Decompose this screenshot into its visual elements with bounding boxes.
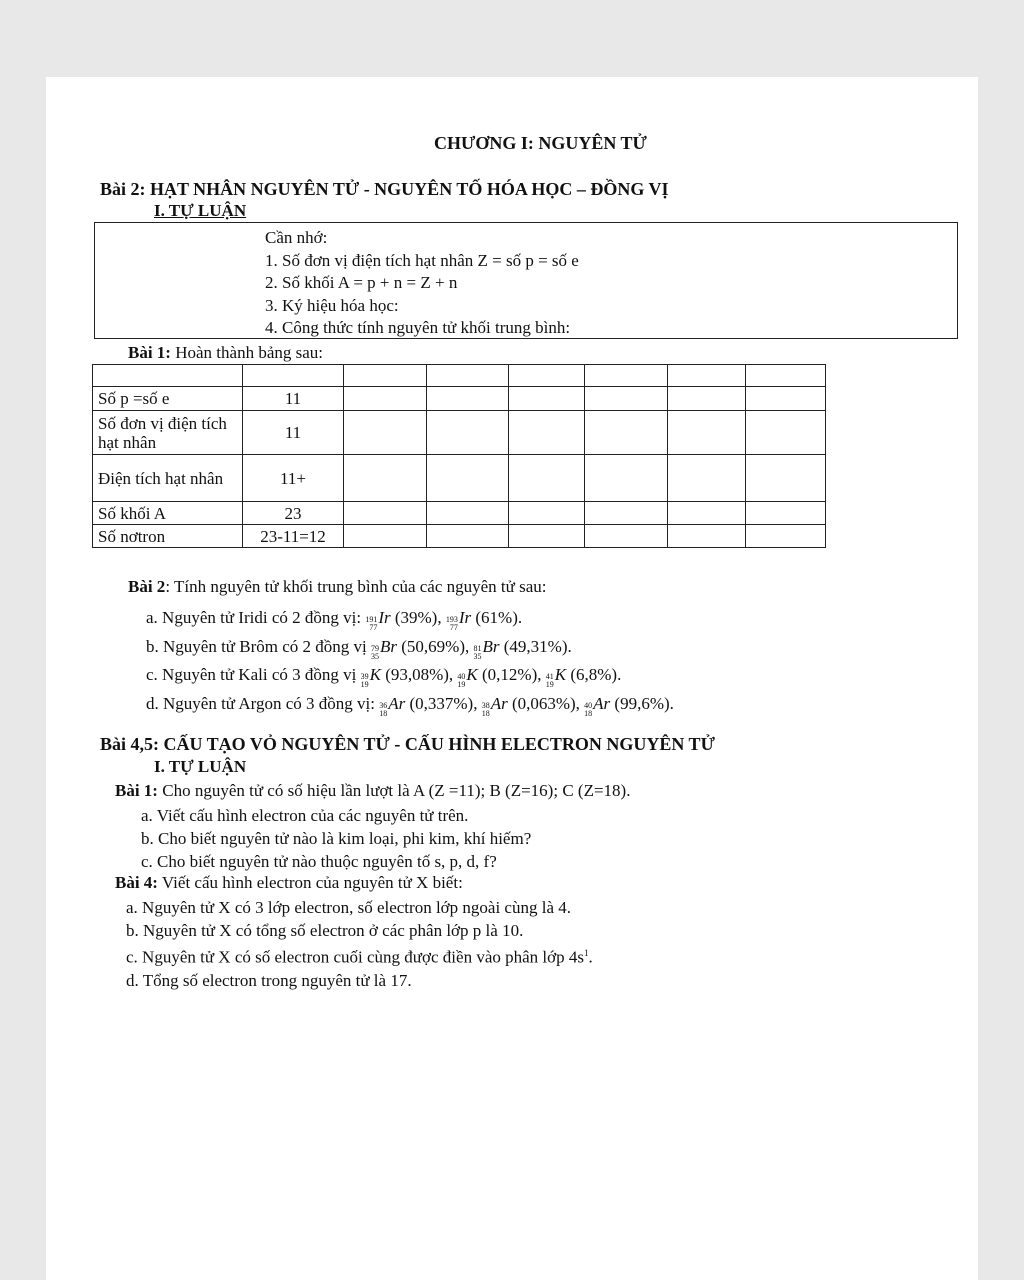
lesson-45-ex1-items: [141, 804, 531, 873]
row-header: Số p =số e: [93, 387, 243, 411]
lesson-45-ex4-items: [126, 896, 593, 992]
list-item: b. Nguyên tử X có tổng số electron ở các phân lớp p là 10.: [126, 921, 524, 940]
isotope-item: a. Nguyên tử Iridi có 2 đồng vị: 191 77 Ir (39%), 193 77 Ir (61%).: [146, 604, 674, 633]
mass-number: 81: [473, 643, 482, 653]
remember-item: 3. Ký hiệu hóa học:: [265, 295, 399, 315]
atomic-number: 77: [449, 623, 458, 632]
atomic-number: 77: [369, 623, 378, 632]
list-item: b. Cho biết nguyên tử nào là kim loại, phi kim, khí hiếm?: [141, 829, 532, 848]
ex-label: Bài 2: [128, 577, 166, 596]
lesson-2-ex1-prompt: [128, 343, 323, 363]
isotope-notation: [474, 633, 500, 662]
lesson-45-ex1-prompt: [115, 781, 630, 801]
isotope-notation: [361, 661, 381, 690]
abundance: (0,12%): [482, 665, 538, 684]
list-item: a. Nguyên tử X có 3 lớp electron, số electron lớp ngoài cùng là 4.: [126, 898, 571, 917]
atomic-number: 19: [545, 680, 554, 689]
remember-box: [94, 222, 958, 339]
list-item: d. Tổng số electron trong nguyên tử là 17.: [126, 970, 412, 990]
table-row: [93, 365, 826, 387]
ex-text: : Tính nguyên tử khối trung bình của các nguyên tử sau:: [165, 577, 547, 596]
mass-number: 193: [445, 615, 458, 624]
lesson-2-title: Bài 2: HẠT NHÂN NGUYÊN TỬ - NGUYÊN TỐ HÓA HỌC – ĐỒNG VỊ: [100, 179, 669, 199]
atomic-number: 18: [481, 708, 490, 718]
ex-text: Hoàn thành bảng sau:: [170, 343, 324, 362]
abundance: (39%): [394, 608, 438, 627]
atomic-number: 35: [473, 651, 482, 661]
table-row: [93, 387, 826, 411]
lesson-45-title: Bài 4,5: CẤU TẠO VỎ NGUYÊN TỬ - CẤU HÌNH ELECTRON NGUYÊN TỬ: [100, 734, 715, 754]
lesson-2-section: I. TỰ LUẬN: [154, 201, 247, 220]
atomic-number: 18: [584, 708, 593, 718]
remember-heading: Cần nhớ:: [265, 228, 328, 247]
isotope-exercise-list: [146, 604, 674, 718]
element-symbol: K: [554, 665, 567, 684]
element-symbol: Ir: [458, 608, 472, 627]
row-value: 11: [243, 387, 344, 411]
row-value: 11+: [243, 455, 344, 502]
abundance: (93,08%): [385, 665, 449, 684]
isotope-item: c. Nguyên tử Kali có 3 đồng vị 39 19 K (93,08%), 40 19 K (0,12%), 41 19 K (6,8%).: [146, 661, 674, 690]
abundance: (99,6%).: [614, 693, 674, 713]
ex-text: Cho nguyên tử có số hiệu lần lượt là A (Z =11); B (Z=16); C (Z=18).: [157, 781, 631, 800]
isotope-notation: [546, 661, 566, 690]
list-item: c. Nguyên tử X có số electron cuối cùng được điền vào phân lớp $4s^1$.: [126, 947, 593, 967]
mass-number: 40: [457, 672, 466, 681]
abundance: (61%).: [475, 608, 523, 627]
element-symbol: Ar: [490, 693, 508, 713]
element-symbol: K: [466, 665, 478, 684]
mass-number: 41: [545, 672, 554, 681]
mass-number: 36: [379, 700, 388, 710]
element-symbol: Br: [482, 636, 500, 656]
abundance: (6,8%).: [570, 665, 622, 684]
atomic-number: 18: [379, 708, 388, 718]
isotope-notation: [457, 661, 477, 690]
remember-item: 4. Công thức tính nguyên tử khối trung bình:: [265, 318, 571, 337]
element-symbol: Ir: [378, 608, 391, 627]
remember-item: 2. Số khối A = p + n = Z + n: [265, 273, 458, 292]
abundance: (0,337%): [409, 693, 474, 713]
list-item: c. Cho biết nguyên tử nào thuộc nguyên tố s, p, d, f?: [141, 852, 497, 871]
table-row: [93, 502, 826, 525]
abundance: (50,69%): [401, 636, 465, 656]
lesson-45-ex4-prompt: [115, 873, 463, 893]
ex-text: Viết cấu hình electron của nguyên tử X biết:: [157, 873, 463, 892]
atomic-number: 19: [457, 680, 466, 689]
isotope-notation: [482, 690, 508, 719]
lesson-45-section: I. TỰ LUẬN: [154, 757, 247, 776]
row-value: 11: [243, 411, 344, 455]
row-header: Điện tích hạt nhân: [93, 455, 243, 502]
row-value: 23: [243, 502, 344, 525]
table-row: [93, 411, 826, 455]
table-row: [93, 525, 826, 548]
atomic-number: 35: [371, 651, 380, 661]
ex-label: Bài 1:: [115, 781, 158, 800]
superscript: 1: [584, 948, 589, 958]
isotope-notation: [379, 690, 405, 719]
mass-number: 38: [481, 700, 490, 710]
ex-label: Bài 1:: [128, 343, 171, 362]
isotope-notation: [584, 690, 610, 719]
list-item: a. Viết cấu hình electron của các nguyên tử trên.: [141, 806, 469, 825]
row-header: Số nơtron: [93, 525, 243, 548]
element-symbol: K: [369, 665, 381, 684]
element-symbol: Ar: [388, 693, 406, 713]
element-symbol: Br: [380, 636, 398, 656]
chapter-title: CHƯƠNG I: NGUYÊN TỬ: [434, 133, 647, 153]
mass-number: 39: [360, 672, 369, 681]
mass-number: 40: [584, 700, 593, 710]
row-header: Số đơn vị điện tích hạt nhân: [93, 411, 243, 455]
isotope-item: b. Nguyên tử Brôm có 2 đồng vị 79 35 Br (50,69%), 81 35 Br (49,31%).: [146, 633, 674, 662]
row-value: 23-11=12: [243, 525, 344, 548]
table-row: [93, 455, 826, 502]
abundance: (49,31%).: [503, 636, 572, 656]
remember-item: 1. Số đơn vị điện tích hạt nhân Z = số p = số e: [265, 250, 579, 270]
row-header: Số khối A: [93, 502, 243, 525]
document-page: [46, 77, 978, 1280]
mass-number: 191: [365, 615, 378, 624]
isotope-notation: [365, 604, 390, 633]
isotope-notation: [371, 633, 397, 662]
mass-number: 79: [371, 643, 380, 653]
isotope-item: d. Nguyên tử Argon có 3 đồng vị: 36 18 Ar (0,337%), 38 18 Ar (0,063%), 40 18 Ar (99,6%).: [146, 690, 674, 719]
element-symbol: Ar: [593, 693, 611, 713]
isotope-notation: [446, 604, 471, 633]
lesson-2-ex2-prompt: [128, 577, 547, 597]
abundance: (0,063%): [511, 693, 576, 713]
atomic-number: 19: [360, 680, 369, 689]
isotope-table: [92, 364, 826, 548]
ex-label: Bài 4:: [115, 873, 158, 892]
